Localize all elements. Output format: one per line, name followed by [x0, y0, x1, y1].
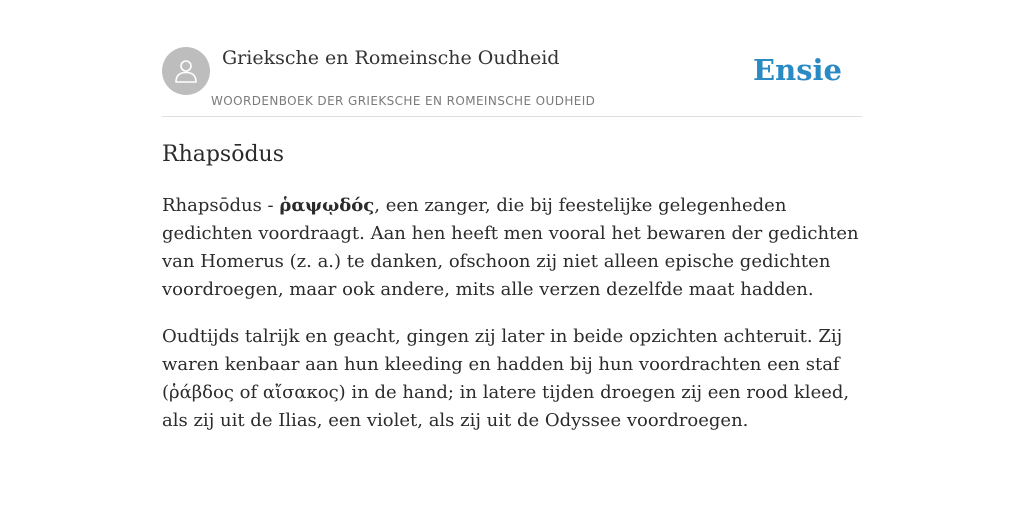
entry-title: Rhapsōdus: [162, 142, 285, 167]
entry-greek-term: ῥαψῳδός: [279, 195, 375, 216]
entry-term: Rhapsōdus: [162, 195, 262, 216]
entry-paragraph-2: Oudtijds talrijk en geacht, gingen zij later in beide opzichten achteruit. Zij waren kenbaar aan hun kleeding en hadden bij hun voordrachten een staf (ῥάβδος of αἴσακος) in de hand; in latere tijden droegen zij een rood kleed, als zij uit de Ilias, een violet, als zij uit de Odyssee voordroegen.: [162, 326, 850, 431]
avatar[interactable]: [162, 47, 210, 95]
entry-separator: -: [261, 195, 280, 216]
site-subtitle: WOORDENBOEK DER GRIEKSCHE EN ROMEINSCHE OUDHEID: [211, 94, 596, 108]
entry-definition: , een zanger, die bij feestelijke gelegenheden gedichten voordraagt. Aan hen heeft men vooral het bewaren der gedichten van Homerus (z. a.) te danken, ofschoon zij niet alleen epische gedichten voordroegen, maar ook andere, mits alle verzen dezelfde maat hadden.: [162, 195, 859, 300]
header: [162, 46, 862, 117]
entry-paragraph-1: [162, 192, 862, 304]
user-icon: [172, 57, 200, 85]
brand-logo-link[interactable]: Ensie: [753, 53, 842, 87]
entry-content: [162, 192, 862, 454]
site-title[interactable]: Grieksche en Romeinsche Oudheid: [222, 47, 560, 69]
